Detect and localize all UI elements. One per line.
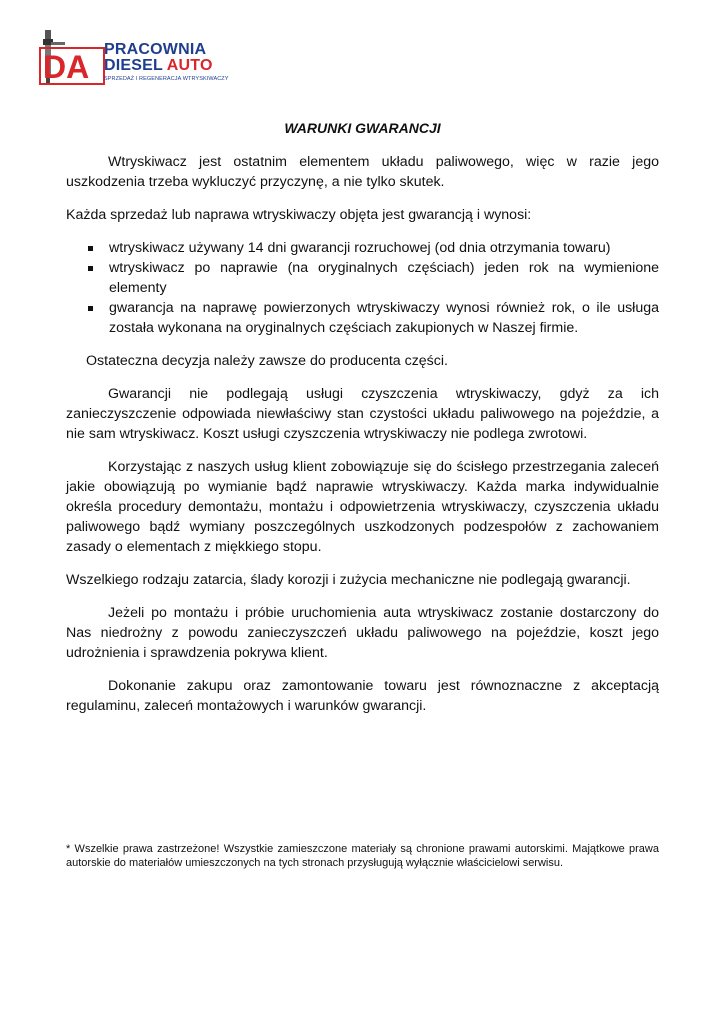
logo-subtitle-diesel: DIESEL [104, 57, 163, 74]
bullet-icon [88, 246, 93, 251]
bullet-icon [88, 266, 93, 271]
paragraph-wear: Wszelkiego rodzaju zatarcia, ślady korozji i zużycia mechaniczne nie podlegają gwarancji. [66, 572, 631, 588]
logo-subtitle [104, 58, 229, 74]
paragraph-obligations: Korzystając z naszych usług klient zobowiązuje się do ścisłego przestrzegania zaleceń jakie obowiązują po wymianie bądź naprawie wtryskiwaczy. Każda marka indywidualnie określa procedury demontażu, montażu i odpowietrzenia wtryskiwaczy, czyszczenia układu paliwowego bądź wymiany poszczególnych uszkodzonych podzespołów z zachowaniem zasady o elementach z miękkiego stopu. [66, 459, 659, 555]
company-logo [38, 28, 230, 88]
paragraph-cleaning: Gwarancji nie podlegają usługi czyszczenia wtryskiwaczy, gdyż za ich zanieczyszczenie odpowiada niewłaściwy stan czystości układu paliwowego na pojeździe, a nie sam wtryskiwacz. Koszt usługi czyszczenia wtryskiwaczy nie podlega zwrotowi. [66, 386, 659, 442]
copyright-footnote: * Wszelkie prawa zastrzeżone! Wszystkie zamieszczone materiały są chronione prawami autorskimi. Majątkowe prawa autorskie do materiałów umieszczonych na tych stronach przysługują wyłącznie właścicielowi serwisu. [66, 843, 659, 869]
paragraph-acceptance: Dokonanie zakupu oraz zamontowanie towaru jest równoznaczne z akceptacją regulaminu, zaleceń montażowych i warunków gwarancji. [66, 678, 659, 714]
paragraph-final-decision: Ostateczna decyzja należy zawsze do producenta części. [86, 353, 448, 369]
paragraph-intro: Wtryskiwacz jest ostatnim elementem układu paliwowego, więc w razie jego uszkodzenia trzeba wykluczyć przyczynę, a nie tylko skutek. [66, 154, 659, 190]
logo-title: PRACOWNIA [104, 41, 207, 58]
list-item [66, 258, 659, 298]
list-item-text: wtryskiwacz po naprawie (na oryginalnych częściach) jeden rok na wymienione elementy [109, 260, 659, 296]
bullet-icon [88, 306, 93, 311]
paragraph-warranty-lead: Każda sprzedaż lub naprawa wtryskiwaczy objęta jest gwarancją i wynosi: [66, 207, 532, 223]
paragraph-clogging: Jeżeli po montażu i próbie uruchomienia auta wtryskiwacz zostanie dostarczony do Nas niedrożny z powodu zanieczyszczeń układu paliwowego na pojeździe, koszt jego udrożnienia i sprawdzenia pokrywa klient. [66, 605, 659, 661]
document-body [66, 118, 659, 729]
list-item [66, 298, 659, 338]
logo-tagline: SPRZEDAŻ I REGENERACJA WTRYSKIWACZY [104, 76, 229, 82]
list-item [66, 238, 659, 258]
injector-logo-icon [38, 28, 108, 88]
logo-subtitle-auto: AUTO [166, 57, 213, 74]
document-title: WARUNKI GWARANCJI [284, 120, 441, 136]
logo-monogram: DA [43, 49, 90, 85]
warranty-list [66, 238, 659, 338]
list-item-text: gwarancja na naprawę powierzonych wtryskiwaczy wynosi również rok, o ile usługa została wykonana na oryginalnych częściach zakupionych w Naszej firmie. [109, 300, 659, 336]
list-item-text: wtryskiwacz używany 14 dni gwarancji rozruchowej (od dnia otrzymania towaru) [109, 240, 611, 256]
